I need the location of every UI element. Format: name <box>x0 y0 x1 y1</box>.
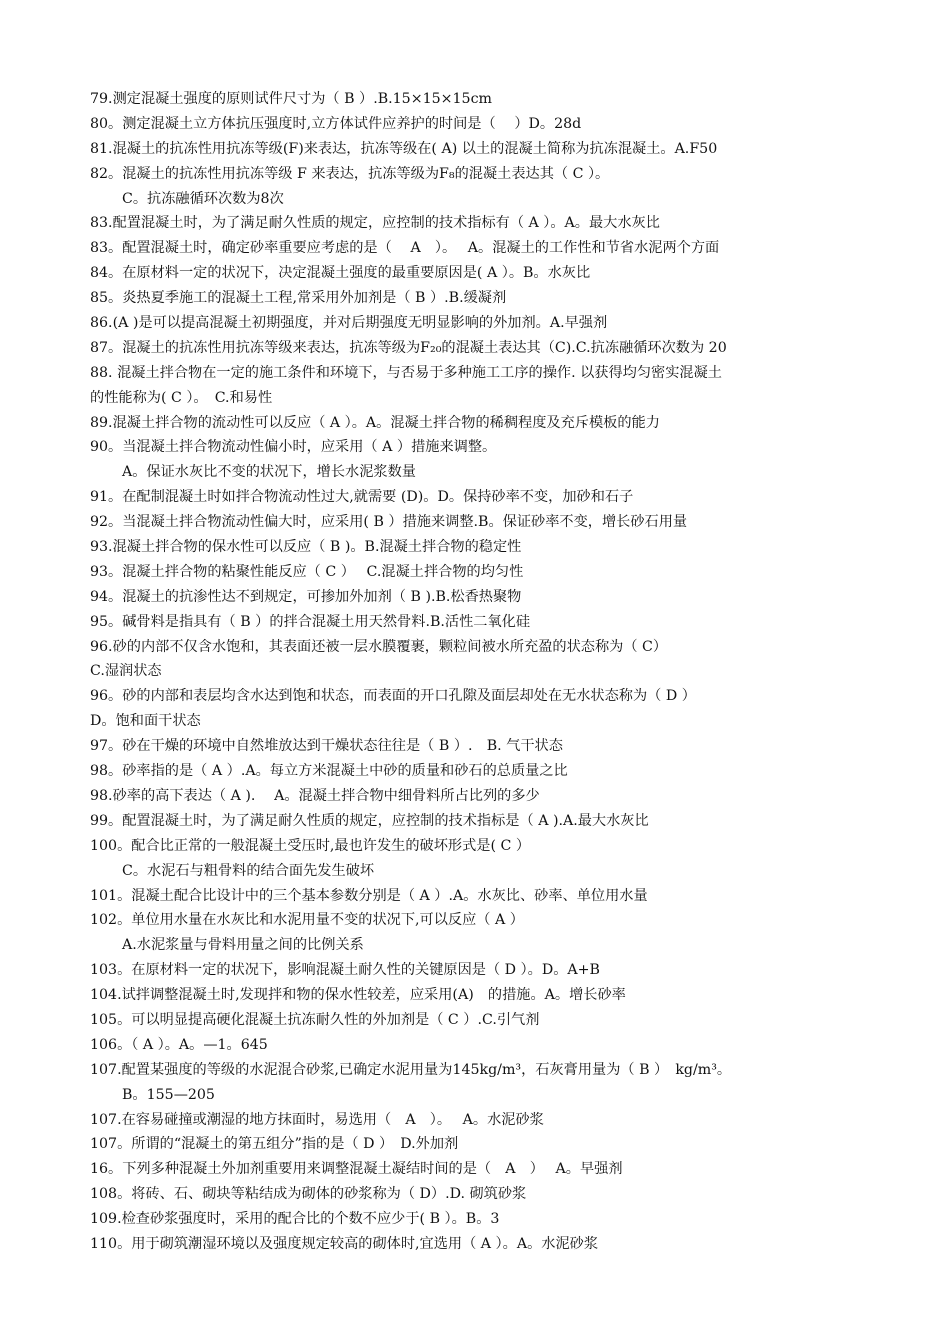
text-line: 84。在原材料一定的状况下，决定混凝土强度的最重要原因是( A ）。B。水灰比 <box>90 265 591 282</box>
text-line: 105。可以明显提高硬化混凝土抗冻耐久性的外加剂是（ C ）.C.引气剂 <box>90 1011 540 1028</box>
text-line: 83。配置混凝土时，确定砂率重要应考虑的是（ A ）。 A。混凝土的工作性和节省水泥两个方面 <box>90 240 720 257</box>
text-line: 106。（ A ）。A。—1。645 <box>90 1036 268 1053</box>
text-line: 81.混凝土的抗冻性用抗冻等级(F)来表达，抗冻等级在( A) 以土的混凝土简称为抗冻混凝土。A.F50 <box>90 140 718 157</box>
text-line: 93。混凝土拌合物的粘聚性能反应（ C ） C.混凝土拌合物的均匀性 <box>90 563 524 580</box>
text-line: 102。单位用水量在水灰比和水泥用量不变的状况下,可以反应（ A ） <box>90 912 524 929</box>
text-line: A.水泥浆量与骨料用量之间的比例关系 <box>122 937 364 954</box>
text-line: 92。当混凝土拌合物流动性偏大时，应采用( B ）措施来调整.B。保证砂率不变，增长砂石用量 <box>90 514 688 531</box>
text-line: 100。配合比正常的一般混凝土受压时,最也许发生的破坏形式是( C ） <box>90 837 531 854</box>
text-line: 107。所谓的“混凝土的第五组分”指的是（ D ） D.外加剂 <box>90 1136 459 1153</box>
text-line: C。水泥石与粗骨料的结合面先发生破坏 <box>122 862 375 879</box>
text-line: 79.测定混凝土强度的原则试件尺寸为（ B ）.B.15×15×15cm <box>90 91 492 107</box>
text-line: 101。混凝土配合比设计中的三个基本参数分别是（ A ）.A。水灰比、砂率、单位用水量 <box>90 887 648 904</box>
text-line: 110。用于砌筑潮湿环境以及强度规定较高的砌体时,宜选用（ A ）。A。水泥砂浆 <box>90 1235 599 1252</box>
text-line: 95。碱骨料是指具有（ B ）的拌合混凝土用天然骨料.B.活性二氧化硅 <box>90 613 531 630</box>
document-page <box>90 87 930 1257</box>
text-line: 107.配置某强度的等级的水泥混合砂浆,已确定水泥用量为145kg/m³，石灰膏用量为（ B ） kg/m³。 <box>90 1061 732 1078</box>
text-line: D。饱和面干状态 <box>90 713 201 730</box>
text-line: 98。砂率指的是（ A ）.A。每立方米混凝土中砂的质量和砂石的总质量之比 <box>90 763 568 780</box>
text-line: 94。混凝土的抗渗性达不到规定，可掺加外加剂（ B ).B.松香热聚物 <box>90 588 522 605</box>
text-line: 104.试拌调整混凝土时,发现拌和物的保水性较差，应采用(A) 的措施。A。增长砂率 <box>90 987 626 1004</box>
text-line: 98.砂率的高下表达（ A ). A。混凝土拌合物中细骨料所占比列的多少 <box>90 787 540 804</box>
text-line: 103。在原材料一定的状况下，影响混凝土耐久性的关键原因是（ D ）。D。A+B <box>90 962 600 979</box>
text-line: 83.配置混凝土时，为了满足耐久性质的规定，应控制的技术指标有（ A ）。A。最大水灰比 <box>90 215 660 232</box>
text-line: 91。在配制混凝土时如拌合物流动性过大,就需要 (D)。D。保持砂率不变，加砂和石子 <box>90 489 634 506</box>
text-line: 99。配置混凝土时，为了满足耐久性质的规定，应控制的技术指标是（ A ).A.最大水灰比 <box>90 812 649 829</box>
text-line: A。保证水灰比不变的状况下，增长水泥浆数量 <box>122 464 416 481</box>
text-line: 88. 混凝土拌合物在一定的施工条件和环境下，与否易于多种施工工序的操作. 以获得均匀密实混凝土 <box>90 364 722 381</box>
text-line: 108。将砖、石、砌块等粘结成为砌体的砂浆称为（ D）.D. 砌筑砂浆 <box>90 1186 527 1203</box>
text-line: C。抗冻融循环次数为8次 <box>122 190 284 207</box>
text-line: 86.(A )是可以提高混凝土初期强度，并对后期强度无明显影响的外加剂。A.早强剂 <box>90 315 608 332</box>
text-line: B。155—205 <box>122 1086 215 1103</box>
text-line: 16。下列多种混凝土外加剂重要用来调整混凝土凝结时间的是（ A ） A。早强剂 <box>90 1161 623 1178</box>
text-line: 107.在容易碰撞或潮湿的地方抹面时，易选用（ A ）。 A。水泥砂浆 <box>90 1111 544 1128</box>
text-line: 93.混凝土拌合物的保水性可以反应（ B )。B.混凝土拌合物的稳定性 <box>90 539 522 556</box>
text-line: 97。砂在干燥的环境中自然堆放达到干燥状态往往是（ B ）. B. 气干状态 <box>90 738 563 755</box>
text-line: 96.砂的内部不仅含水饱和，其表面还被一层水膜覆裹，颗粒间被水所充盈的状态称为（ C） <box>90 638 668 655</box>
text-line: 90。当混凝土拌合物流动性偏小时，应采用（ A ）措施来调整。 <box>90 439 497 456</box>
text-line: C.湿润状态 <box>90 663 162 680</box>
text-line: 96。砂的内部和表层均含水达到饱和状态，而表面的开口孔隙及面层却处在无水状态称为（ D ） <box>90 688 696 705</box>
text-line: 89.混凝土拌合物的流动性可以反应（ A ）。A。混凝土拌合物的稀稠程度及充斥模板的能力 <box>90 414 660 431</box>
text-line: 82。混凝土的抗冻性用抗冻等级 F 来表达，抗冻等级为F₈的混凝土表达其（ C ）。 <box>90 165 610 182</box>
text-line: 87。混凝土的抗冻性用抗冻等级来表达，抗冻等级为F₂₀的混凝土表达其（C).C.抗冻融循环次数为 20 <box>90 339 727 356</box>
text-line: 的性能称为( C ）。 C.和易性 <box>90 389 273 406</box>
text-line: 109.检查砂浆强度时，采用的配合比的个数不应少于( B ）。B。3 <box>90 1211 500 1228</box>
text-line: 85。炎热夏季施工的混凝土工程,常采用外加剂是（ B ）.B.缓凝剂 <box>90 290 507 307</box>
text-line: 80。测定混凝土立方体抗压强度时,立方体试件应养护的时间是（ ）D。28d <box>90 115 582 132</box>
